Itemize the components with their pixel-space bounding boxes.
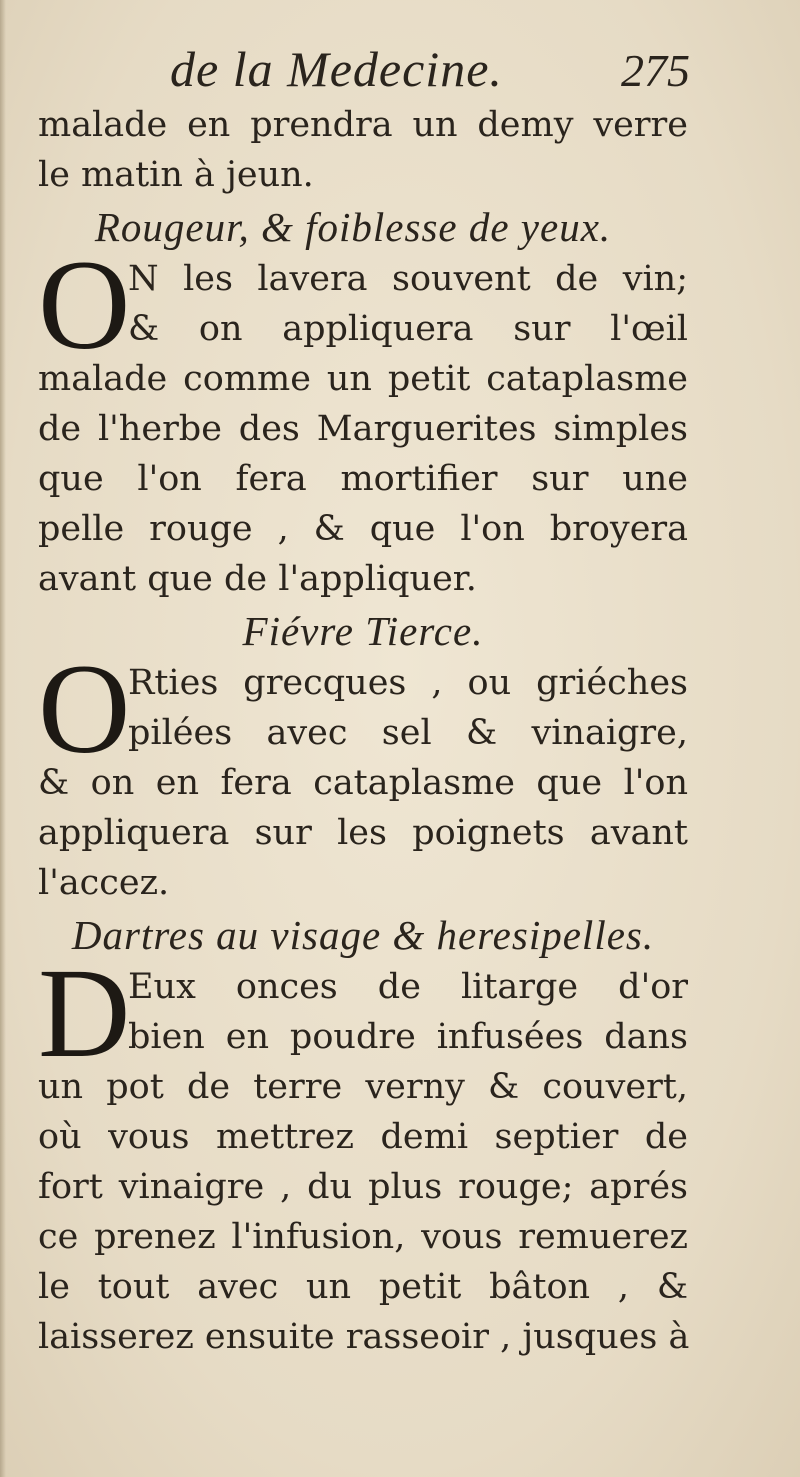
text-line: malade comme un petit cataplasme [38, 359, 688, 399]
paragraph [38, 942, 690, 1362]
text-line: l'accez. [38, 863, 170, 903]
text-line: laisserez ensuite rasseoir , jusques à [38, 1317, 690, 1357]
text-line: pelle rouge , & que l'on broyera [38, 509, 688, 549]
body-text [38, 100, 688, 1362]
text-line: le matin à jeun. [38, 155, 314, 195]
text-line: bien en poudre infusées dans [128, 1017, 688, 1057]
paragraph [38, 638, 688, 908]
drop-cap: O [38, 638, 131, 780]
text-line: où vous mettrez demi septier de [38, 1117, 688, 1157]
text-line: un pot de terre verny & couvert, [38, 1067, 688, 1107]
page-number: 275 [621, 45, 690, 96]
text-line: Rties grecques , ou griéches [128, 663, 688, 703]
drop-cap: O [38, 234, 131, 376]
text-line: ce prenez l'infusion, vous remuerez [38, 1217, 688, 1257]
text-line: avant que de l'appliquer. [38, 559, 477, 599]
text-line: N les lavera souvent de vin; [128, 259, 688, 299]
text-line: & on en fera cataplasme que l'on [38, 763, 688, 803]
running-title: de la Medecine. [170, 41, 503, 97]
text-line: fort vinaigre , du plus rouge; aprés [38, 1167, 688, 1207]
text-line: le tout avec un petit bâton , & [38, 1267, 688, 1307]
text-line: appliquera sur les poignets avant [38, 813, 688, 853]
text-line: Eux onces de litarge d'or [128, 967, 688, 1007]
section-heading: Dartres au visage & heresipelles. [71, 912, 655, 958]
section-heading: Fiévre Tierce. [242, 608, 484, 654]
section-heading: Rougeur, & foiblesse de yeux. [94, 204, 612, 250]
text-line: malade en prendra un demy verre [38, 105, 688, 145]
drop-cap: D [38, 942, 131, 1084]
paragraph [38, 234, 688, 604]
running-header [0, 40, 800, 100]
text-line: & on appliquera sur l'œil [128, 309, 688, 349]
text-line: pilées avec sel & vinaigre, [128, 713, 688, 753]
text-line: que l'on fera mortifier sur une [38, 459, 688, 499]
text-line: de l'herbe des Marguerites simples [38, 409, 688, 449]
